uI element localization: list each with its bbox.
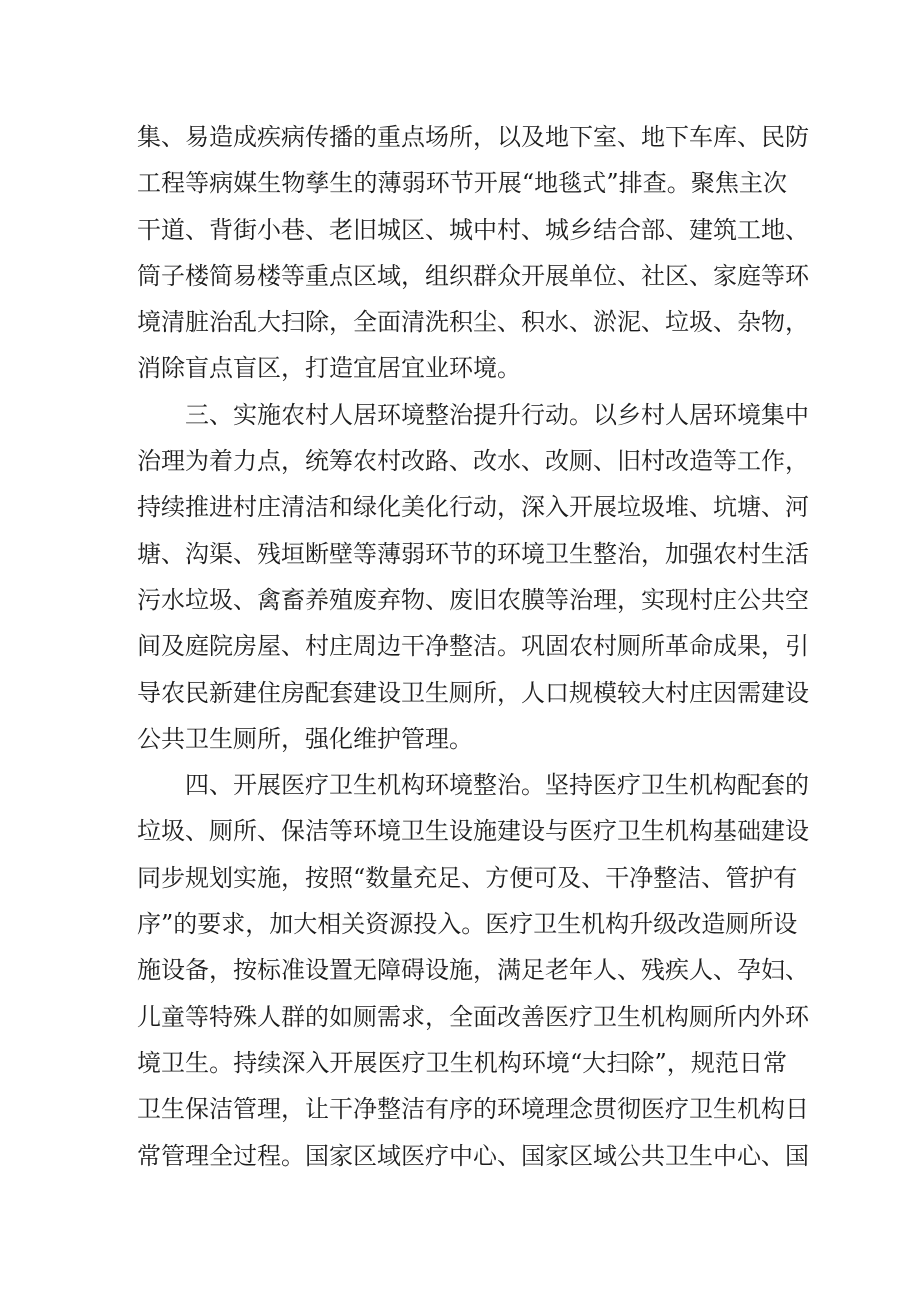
text-line: 干道、背街小巷、老旧城区、城中村、城乡结合部、建筑工地、: [137, 215, 809, 244]
text-line: 同步规划实施，按照“数量充足、方便可及、干净整洁、管护有: [137, 863, 798, 892]
text-line: 筒子楼简易楼等重点区域，组织群众开展单位、社区、家庭等环: [137, 261, 809, 290]
text-line: 施设备，按标准设置无障碍设施，满足老年人、残疾人、孕妇、: [137, 956, 809, 985]
text-line: 境卫生。持续深入开展医疗卫生机构环境“大扫除”，规范日常: [137, 1048, 787, 1077]
section-heading-line: 三、实施农村人居环境整治提升行动。以乡村人居环境集中: [185, 400, 809, 429]
text-line: 导农民新建住房配套建设卫生厕所，人口规模较大村庄因需建设: [137, 678, 809, 707]
text-line: 公共卫生厕所，强化维护管理。: [137, 724, 473, 753]
document-body: [137, 114, 809, 1179]
text-line: 工程等病媒生物孳生的薄弱环节开展“地毯式”排查。聚焦主次: [137, 169, 787, 198]
text-line: 儿童等特殊人群的如厕需求，全面改善医疗卫生机构厕所内外环: [137, 1002, 809, 1031]
text-line: 序”的要求，加大相关资源投入。医疗卫生机构升级改造厕所设: [137, 910, 798, 939]
text-line: 塘、沟渠、残垣断壁等薄弱环节的环境卫生整治，加强农村生活: [137, 539, 809, 568]
text-line: 集、易造成疾病传播的重点场所，以及地下室、地下车库、民防: [137, 123, 809, 151]
text-line: 治理为着力点，统筹农村改路、改水、改厕、旧村改造等工作，: [137, 447, 809, 476]
text-line: 间及庭院房屋、村庄周边干净整洁。巩固农村厕所革命成果，引: [137, 632, 809, 661]
text-line: 境清脏治乱大扫除，全面清洗积尘、积水、淤泥、垃圾、杂物，: [137, 308, 809, 337]
text-line: 污水垃圾、禽畜养殖废弃物、废旧农膜等治理，实现村庄公共空: [137, 585, 809, 614]
text-line: 卫生保洁管理，让干净整洁有序的环境理念贯彻医疗卫生机构日: [137, 1095, 809, 1124]
text-line: 常管理全过程。国家区域医疗中心、国家区域公共卫生中心、国: [137, 1141, 809, 1170]
text-line: 垃圾、厕所、保洁等环境卫生设施建设与医疗卫生机构基础建设: [137, 817, 809, 846]
text-line: 消除盲点盲区，打造宜居宜业环境。: [137, 354, 521, 383]
text-line: 持续推进村庄清洁和绿化美化行动，深入开展垃圾堆、坑塘、河: [137, 493, 809, 522]
section-heading-line: 四、开展医疗卫生机构环境整治。坚持医疗卫生机构配套的: [185, 771, 809, 800]
